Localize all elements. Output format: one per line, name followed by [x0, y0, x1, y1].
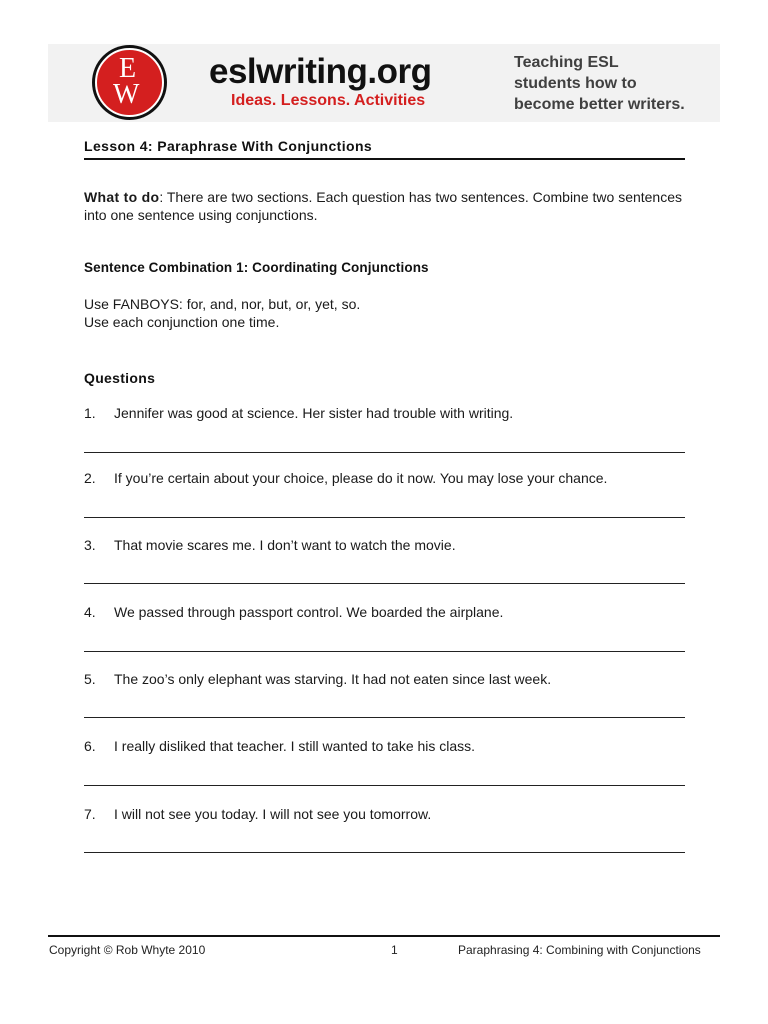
question-number: 1. — [84, 405, 96, 421]
question-text: The zoo’s only elephant was starving. It had not eaten since last week. — [114, 671, 552, 687]
what-to-do-text: : There are two sections. Each question has two sentences. Combine two sentences into one sentence using conjunctions. — [84, 189, 683, 223]
footer-copyright: Copyright © Rob Whyte 2010 — [49, 943, 206, 957]
question-number: 6. — [84, 738, 96, 754]
section-heading: Sentence Combination 1: Coordinating Conjunctions — [84, 260, 429, 275]
footer-divider — [48, 935, 720, 937]
answer-line[interactable] — [84, 785, 685, 786]
answer-line[interactable] — [84, 651, 685, 652]
question-number: 2. — [84, 470, 96, 486]
side-text-line: become better writers. — [514, 96, 685, 113]
question-text: That movie scares me. I don’t want to watch the movie. — [114, 537, 456, 553]
question-text: I will not see you today. I will not see you tomorrow. — [114, 806, 432, 822]
logo-letter-e: E — [119, 53, 137, 84]
site-name: eslwriting.org — [209, 52, 432, 91]
answer-line[interactable] — [84, 452, 685, 453]
answer-line[interactable] — [84, 583, 685, 584]
question-text: Jennifer was good at science. Her sister had trouble with writing. — [114, 405, 514, 421]
side-text-line: Teaching ESL — [514, 54, 619, 71]
answer-line[interactable] — [84, 717, 685, 718]
question-text: We passed through passport control. We boarded the airplane. — [114, 604, 504, 620]
side-text-line: students how to — [514, 75, 637, 92]
question-number: 5. — [84, 671, 96, 687]
logo-red-disc — [95, 48, 164, 117]
lesson-title: Lesson 4: Paraphrase With Conjunctions — [84, 138, 373, 154]
answer-line[interactable] — [84, 517, 685, 518]
question-text: If you’re certain about your choice, please do it now. You may lose your chance. — [114, 470, 608, 486]
footer-page-number: 1 — [391, 943, 398, 957]
instruction-line: Use each conjunction one time. — [84, 314, 280, 330]
footer-doc-title: Paraphrasing 4: Combining with Conjunctions — [458, 943, 701, 957]
question-number: 3. — [84, 537, 96, 553]
question-text: I really disliked that teacher. I still wanted to take his class. — [114, 738, 476, 754]
logo-letter-w: W — [113, 79, 140, 110]
what-to-do-paragraph — [84, 188, 694, 224]
instruction-line: Use FANBOYS: for, and, nor, but, or, yet, so. — [84, 296, 361, 312]
site-tagline: Ideas. Lessons. Activities — [231, 92, 426, 109]
question-number: 4. — [84, 604, 96, 620]
instructions — [84, 295, 360, 331]
answer-line[interactable] — [84, 852, 685, 853]
header-side-text — [514, 52, 714, 115]
title-divider — [84, 158, 685, 160]
question-number: 7. — [84, 806, 96, 822]
what-to-do-label: What to do — [84, 189, 160, 205]
questions-heading: Questions — [84, 370, 156, 386]
ew-logo — [92, 45, 167, 120]
